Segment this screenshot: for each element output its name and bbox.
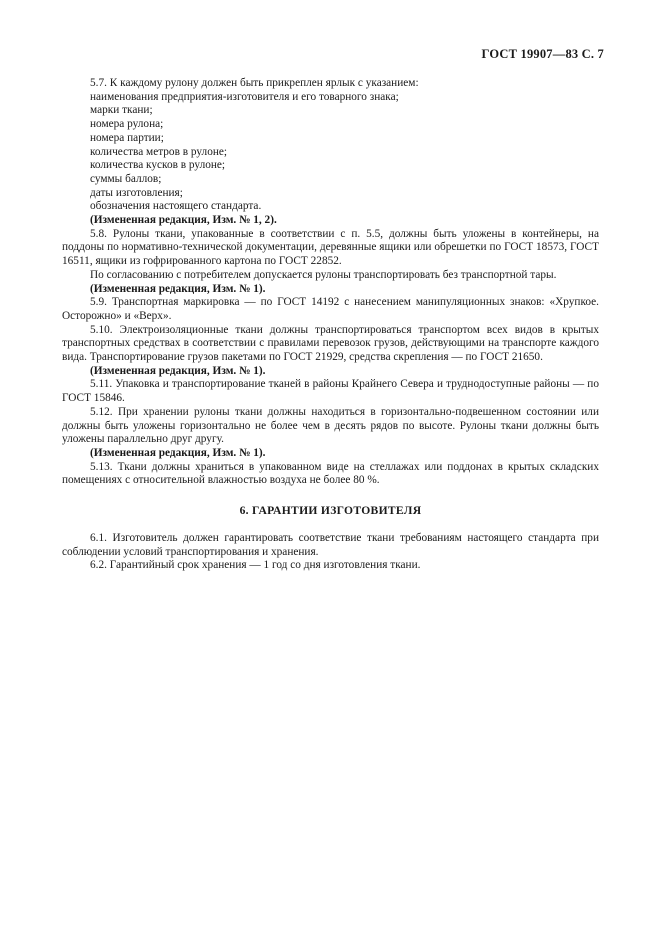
paragraph-5-13: 5.13. Ткани должны храниться в упакованном виде на стеллажах или поддонах в крытых складских помещениях с относительной влажностью воздуха не более 80 %.	[62, 460, 599, 487]
paragraph-5-9: 5.9. Транспортная маркировка — по ГОСТ 14192 с нанесением манипуляционных знаков: «Хрупкое. Осторожно» и «Верх».	[62, 296, 599, 322]
list-item: даты изготовления;	[90, 186, 183, 199]
list-item: марки ткани;	[90, 104, 153, 117]
paragraph-6-1: 6.1. Изготовитель должен гарантировать соответствие ткани требованиям настоящего стандарта при соблюдении условий транспортирования и хранения.	[62, 531, 599, 558]
revision-note: (Измененная редакция, Изм. № 1, 2).	[90, 214, 277, 227]
paragraph-5-8: 5.8. Рулоны ткани, упакованные в соответствии с п. 5.5, должны быть уложены в контейнеры, на поддоны по нормативно-технической документации, деревянные ящики или обрешетки по ГОСТ 18573, ГОСТ 16511, ящики из гофрированного картона по ГОСТ 22852.	[62, 227, 599, 268]
label-requirements-list	[62, 91, 599, 214]
list-item: номера рулона;	[90, 118, 164, 131]
paragraph-5-10: 5.10. Электроизоляционные ткани должны транспортироваться транспортом всех видов в крытых транспортных средствах в соответствии с правилами перевозок грузов, действующими на транспорте каждого вида. Транспортирование грузов пакетами по ГОСТ 21929, средства скрепления — по ГОСТ 21650.	[62, 323, 599, 364]
section-6-title: 6. ГАРАНТИИ ИЗГОТОВИТЕЛЯ	[239, 504, 422, 518]
list-item: номера партии;	[90, 131, 164, 144]
revision-note: (Измененная редакция, Изм. № 1).	[90, 446, 266, 459]
paragraph-5-12: 5.12. При хранении рулоны ткани должны находиться в горизонтально-подвешенном состоянии или должны быть уложены горизонтально не более чем в десять рядов по высоте. Рулоны ткани должны быть уложены параллельно друг другу.	[62, 405, 599, 446]
list-item: наименования предприятия-изготовителя и его товарного знака;	[90, 90, 399, 103]
revision-note: (Измененная редакция, Изм. № 1).	[90, 364, 266, 377]
list-item: суммы баллов;	[90, 172, 162, 185]
list-item: обозначения настоящего стандарта.	[90, 200, 262, 213]
document-body	[62, 77, 599, 573]
paragraph-5-7-intro: 5.7. К каждому рулону должен быть прикреплен ярлык с указанием:	[90, 77, 419, 89]
paragraph-5-8-note: По согласованию с потребителем допускается рулоны транспортировать без транспортной тары.	[90, 268, 557, 281]
paragraph-5-11: 5.11. Упаковка и транспортирование тканей в районы Крайнего Севера и труднодоступные районы — по ГОСТ 15846.	[62, 378, 599, 405]
list-item: количества метров в рулоне;	[90, 145, 228, 158]
list-item: количества кусков в рулоне;	[90, 159, 226, 172]
page-header: ГОСТ 19907—83 С. 7	[481, 47, 604, 61]
revision-note: (Измененная редакция, Изм. № 1).	[90, 282, 266, 295]
paragraph-6-2: 6.2. Гарантийный срок хранения — 1 год со дня изготовления ткани.	[90, 559, 421, 572]
